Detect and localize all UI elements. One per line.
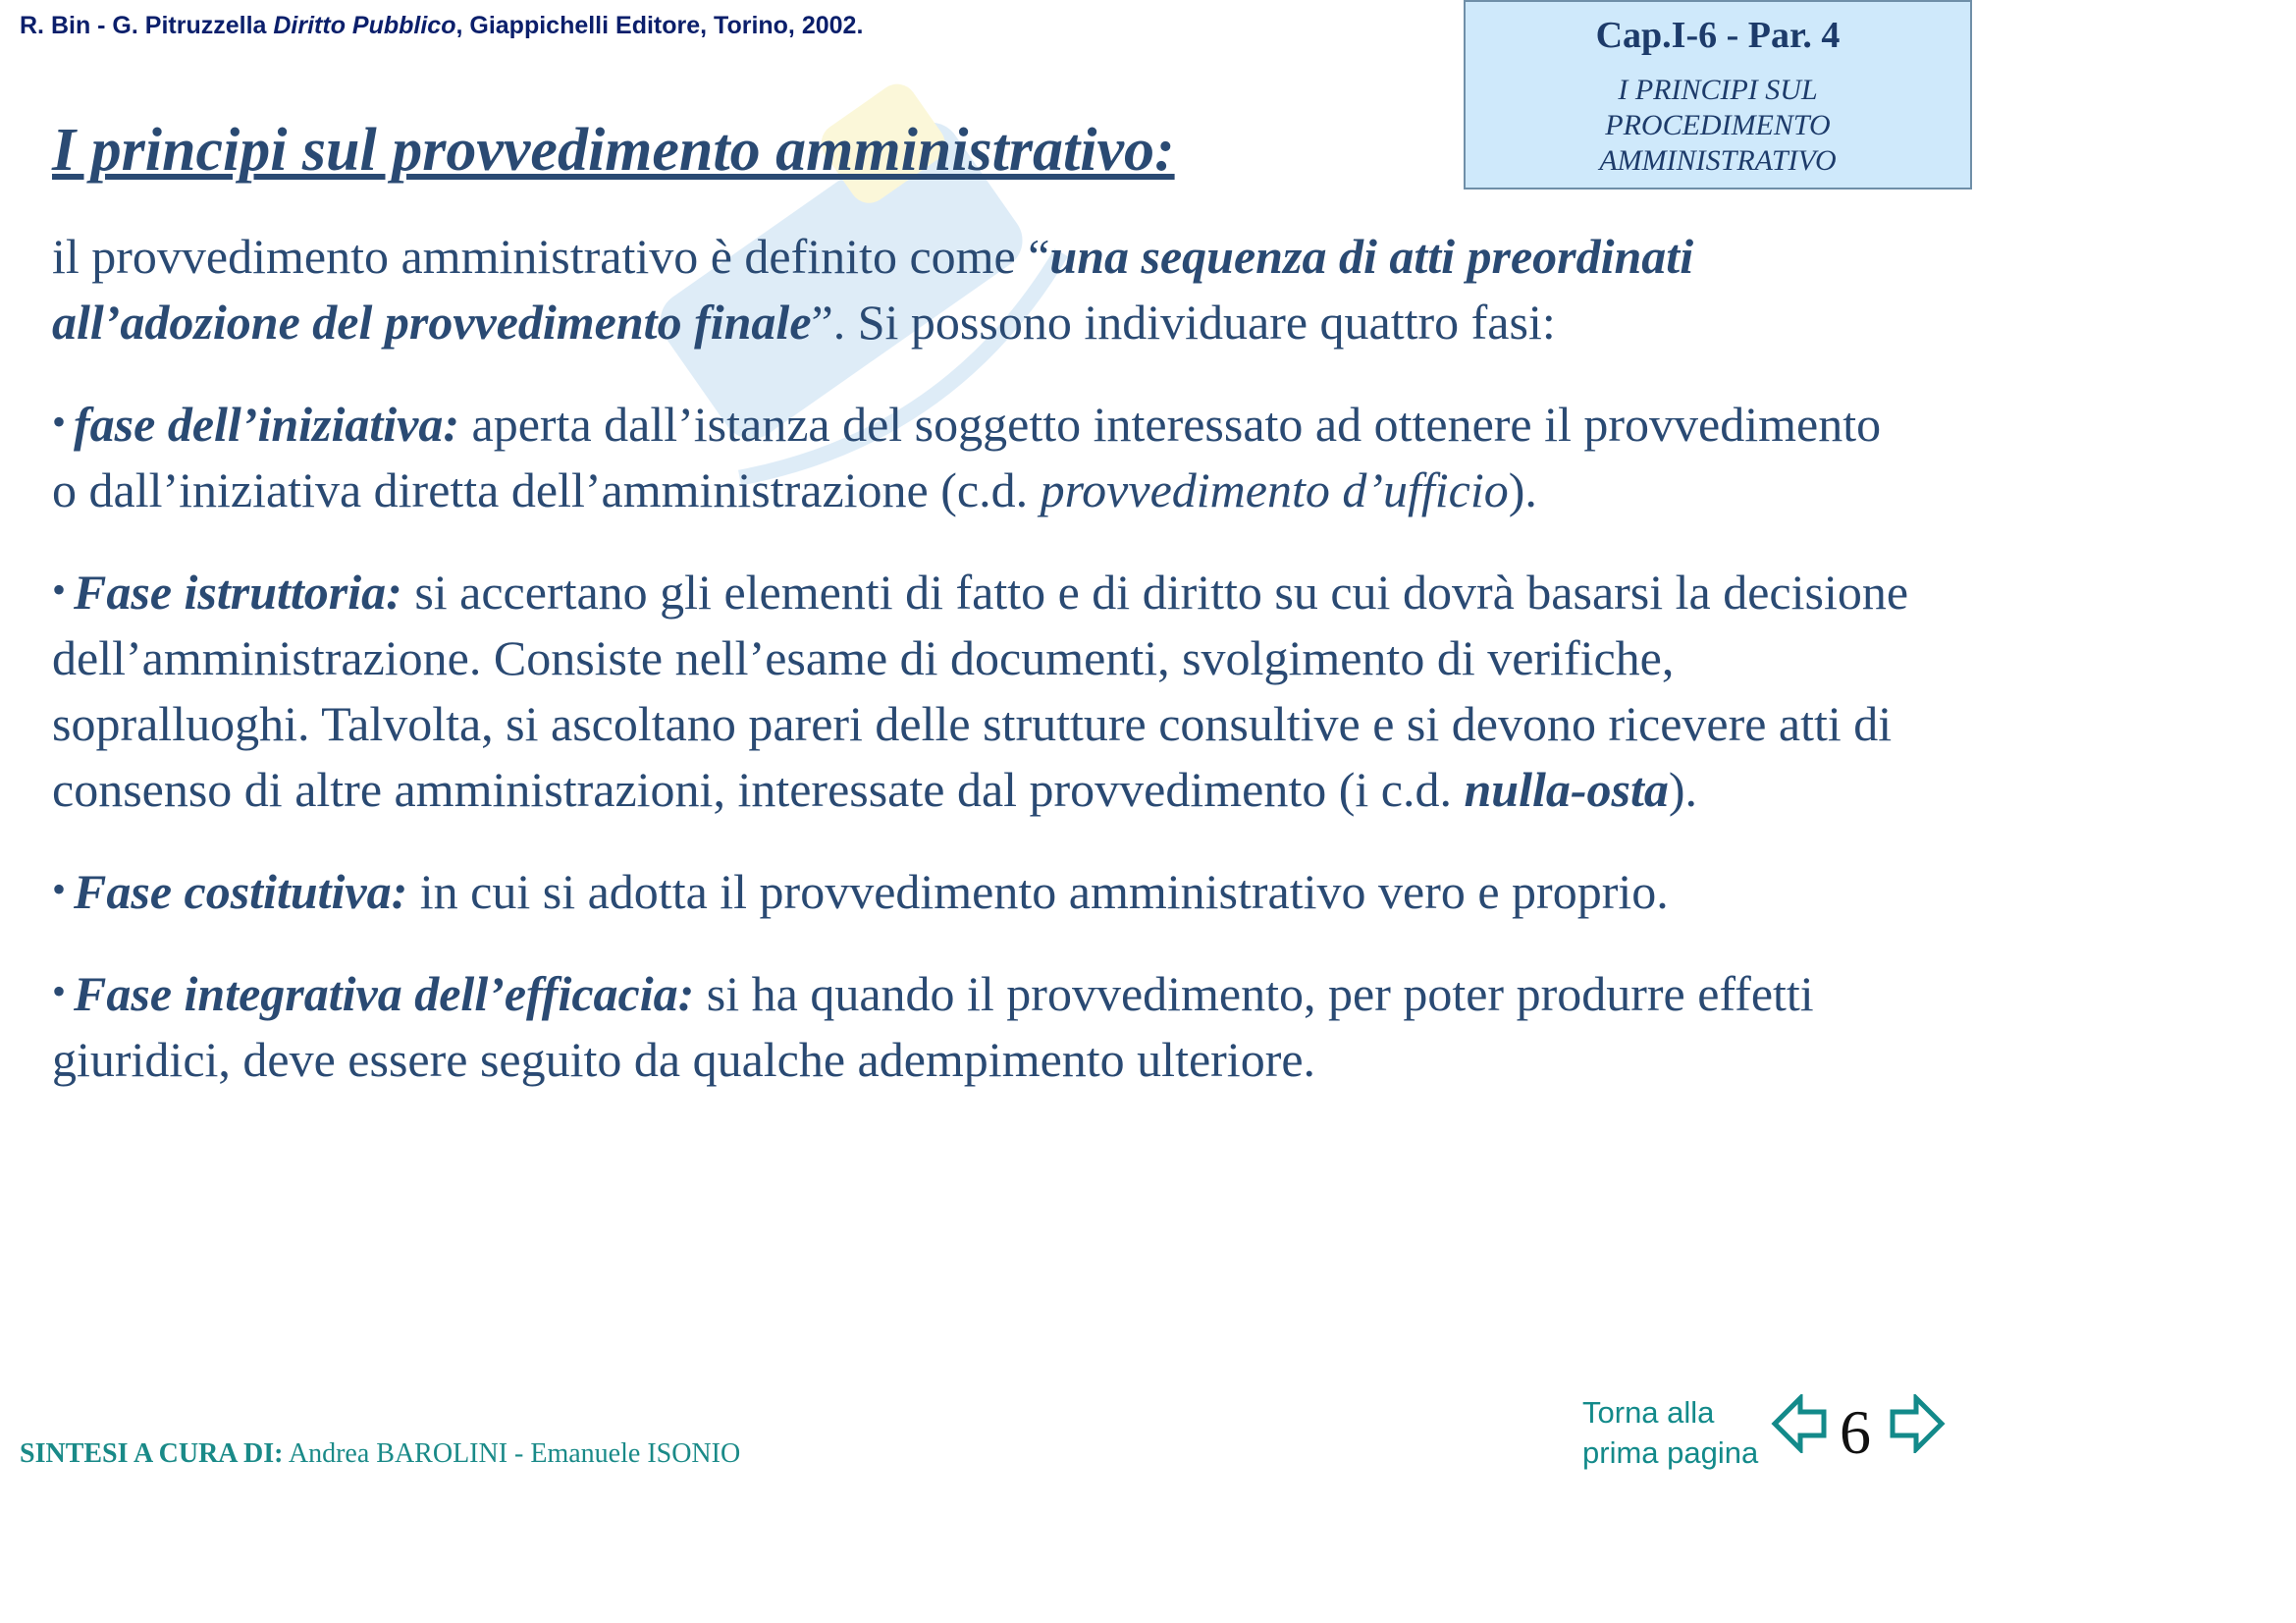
page-title: I principi sul provvedimento amministrativo: [52, 117, 1175, 184]
back-to-first-page-link[interactable]: Torna alla prima pagina [1582, 1395, 1759, 1470]
chapter-box [1464, 0, 1972, 189]
footer-credits: SINTESI A CURA DI: Andrea BAROLINI - Emanuele ISONIO [20, 1438, 741, 1469]
bullet-icon: • [52, 400, 67, 444]
phase-item: • fase dell’iniziativa: aperta dall’istanza del soggetto interessato ad ottenere il provvedimento o dall’iniziativa diretta dell’amministrazione (c.d. provvedimento d’ufficio). [52, 397, 1882, 517]
bullet-icon: • [52, 568, 67, 612]
page-navigation [1582, 1392, 1955, 1481]
phase-item: • Fase istruttoria: si accertano gli elementi di fatto e di diritto su cui dovrà basarsi la decisione dell’amministrazione. Consiste nell’esame di documenti, svolgimento di verifiche, sopralluoghi. Talvolta, si ascoltano pareri delle strutture consultive e si devono ricevere atti di consenso di altre amministrazioni, interessate dal provvedimento (i c.d. nulla-osta). [52, 565, 1909, 817]
book-reference: R. Bin - G. Pitruzzella Diritto Pubblico, Giappichelli Editore, Torino, 2002. [20, 12, 864, 39]
chapter-subtitle: I PRINCIPI SUL PROCEDIMENTO AMMINISTRATIVO [1599, 74, 1837, 177]
intro-paragraph: il provvedimento amministrativo è definito come “una sequenza di atti preordinati all’adozione del provvedimento finale”. Si possono individuare quattro fasi: [52, 229, 1694, 350]
phase-item: • Fase costitutiva: in cui si adotta il provvedimento amministrativo vero e proprio. [52, 864, 1669, 919]
main-content [52, 224, 1917, 1126]
bullet-icon: • [52, 969, 67, 1013]
phase-item: • Fase integrativa dell’efficacia: si ha quando il provvedimento, per poter produrre effetti giuridici, deve essere seguito da qualche adempimento ulteriore. [52, 966, 1814, 1087]
chapter-label: Cap.I-6 - Par. 4 [1595, 15, 1841, 56]
bullet-icon: • [52, 867, 67, 911]
right-arrow-outline-icon[interactable] [1889, 1394, 1946, 1453]
page-number: 6 [1840, 1397, 1871, 1467]
left-arrow-outline-icon[interactable] [1771, 1394, 1828, 1453]
